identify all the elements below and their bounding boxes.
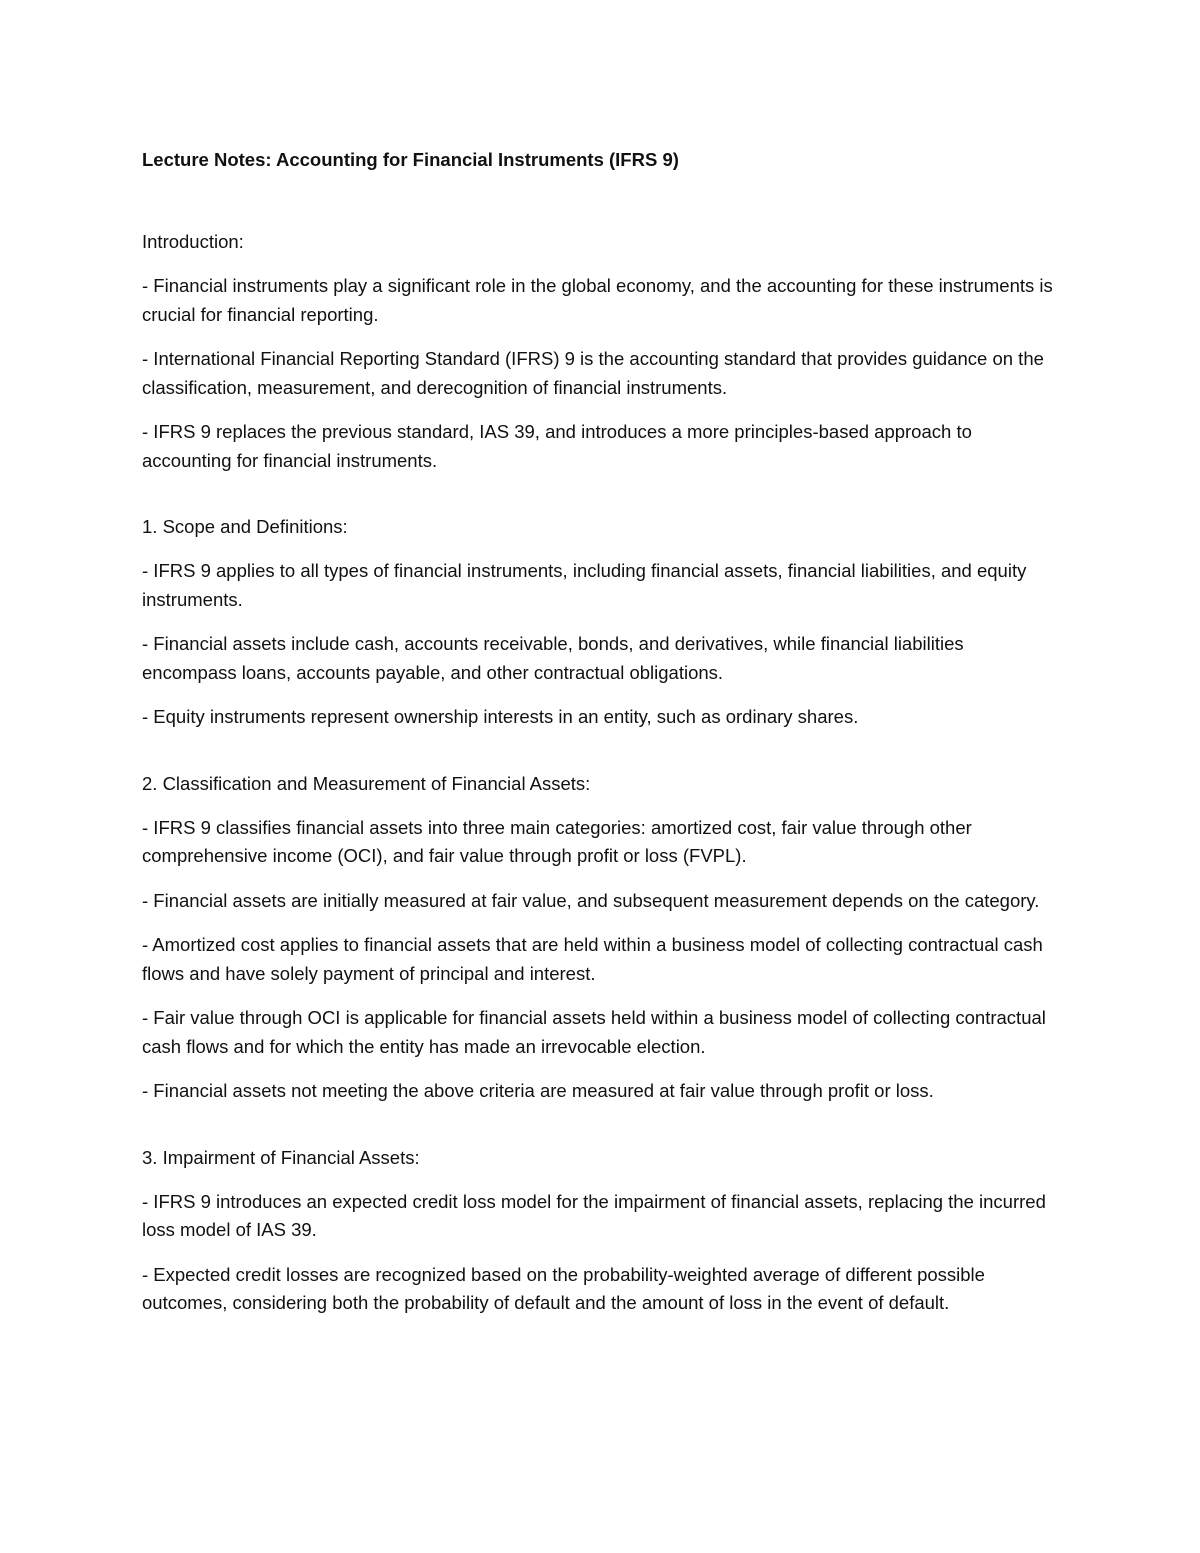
bullet-paragraph: - IFRS 9 applies to all types of financial instruments, including financial assets, financial liabilities, and equity instruments. xyxy=(142,560,1027,610)
bullet-paragraph: - International Financial Reporting Standard (IFRS) 9 is the accounting standard that provides guidance on the classification, measurement, and derecognition of financial instruments. xyxy=(142,348,1044,398)
bullet-paragraph: - Financial assets are initially measured at fair value, and subsequent measurement depends on the category. xyxy=(142,889,1040,911)
bullet-paragraph: - Financial instruments play a significant role in the global economy, and the accounting for these instruments is crucial for financial reporting. xyxy=(142,275,1053,325)
bullet-paragraph: - Expected credit losses are recognized based on the probability-weighted average of different possible outcomes, considering both the probability of default and the amount of loss in the event of default. xyxy=(142,1263,985,1313)
bullet-paragraph: - Fair value through OCI is applicable for financial assets held within a business model of collecting contractual cash flows and for which the entity has made an irrevocable election. xyxy=(142,1007,1046,1057)
bullet-paragraph: - IFRS 9 classifies financial assets into three main categories: amortized cost, fair value through other comprehensive income (OCI), and fair value through profit or loss (FVPL). xyxy=(142,816,972,866)
bullet-paragraph: - Amortized cost applies to financial assets that are held within a business model of collecting contractual cash flows and have solely payment of principal and interest. xyxy=(142,934,1043,984)
section-scope-and-definitions xyxy=(142,513,1062,732)
section-heading: 1. Scope and Definitions: xyxy=(142,516,348,537)
section-introduction xyxy=(142,228,1062,475)
section-heading: Introduction: xyxy=(142,231,244,252)
bullet-paragraph: - Equity instruments represent ownership interests in an entity, such as ordinary shares. xyxy=(142,706,859,727)
bullet-paragraph: - Financial assets include cash, accounts receivable, bonds, and derivatives, while financial liabilities encompass loans, accounts payable, and other contractual obligations. xyxy=(142,633,964,683)
section-heading: 3. Impairment of Financial Assets: xyxy=(142,1146,420,1168)
section-heading: 2. Classification and Measurement of Financial Assets: xyxy=(142,772,591,794)
document-body xyxy=(142,146,1062,1334)
document-title: Lecture Notes: Accounting for Financial Instruments (IFRS 9) xyxy=(142,149,679,170)
bullet-paragraph: - IFRS 9 introduces an expected credit loss model for the impairment of financial assets, replacing the incurred loss model of IAS 39. xyxy=(142,1190,1046,1240)
bullet-paragraph: - Financial assets not meeting the above criteria are measured at fair value through profit or loss. xyxy=(142,1080,934,1101)
section-impairment xyxy=(142,1144,1062,1318)
section-classification-and-measurement xyxy=(142,770,1062,1106)
bullet-paragraph: - IFRS 9 replaces the previous standard, IAS 39, and introduces a more principles-based approach to accounting for financial instruments. xyxy=(142,421,972,471)
